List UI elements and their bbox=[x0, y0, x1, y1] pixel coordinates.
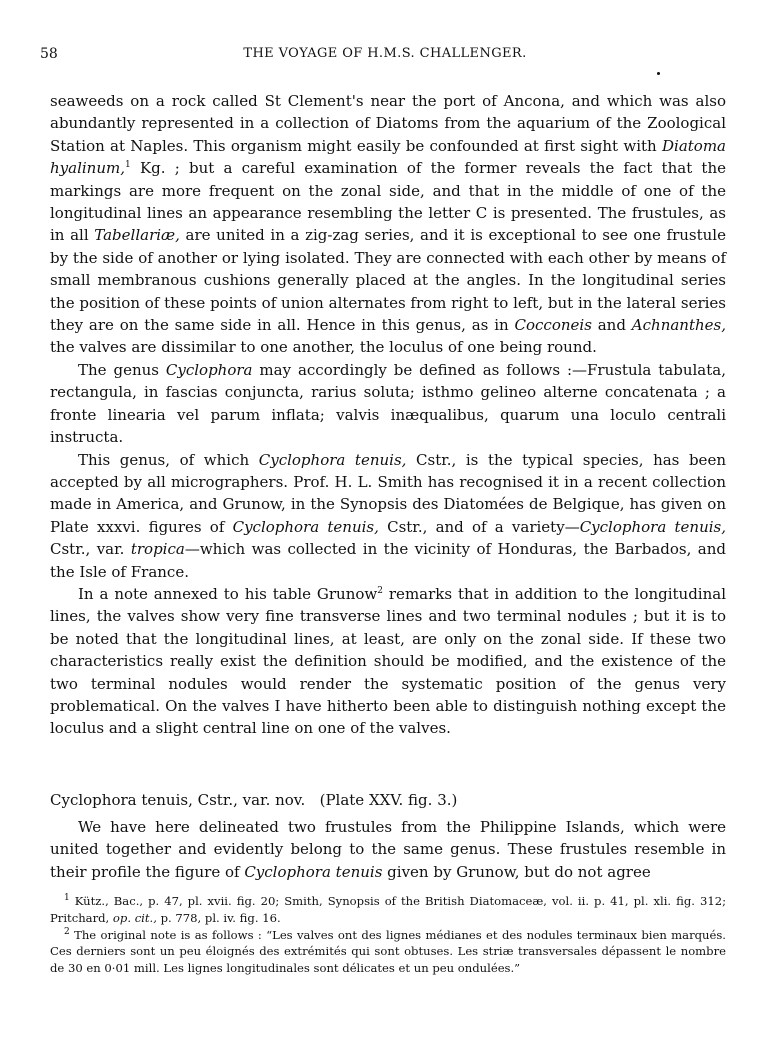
footnote-2: $^2$ The original note is as follows : “Les valves ont des lignes médianes et des nodules terminaux bien marqués. Ces derniers sont un peu éloignés des extrémités qui sont obtuses. Les striæ transversales dépassent le nombre de 30 en 0·01 mill. Les lignes longitudinales sont délicates et un peu ondulées.” bbox=[50, 926, 726, 976]
footnote-ref-1: 1 bbox=[125, 160, 131, 171]
paragraph-3: This genus, of which Cyclophora tenuis, Cstr., is the typical species, has been accepted by all micrographers. Prof. H. L. Smith has recognised it in a recent collection made in America, and Grunow, in the Synopsis des Diatomées de Belgique, has given on Plate xxxvi. figures of Cyclophora tenuis, Cstr., and of a variety—Cyclophora tenuis, Cstr., var. tropica—which was collected in the vicinity of Honduras, the Barbados, and the Isle of France. bbox=[50, 450, 726, 581]
print-speck bbox=[657, 72, 660, 75]
paragraph-1: seaweeds on a rock called St Clement's near the port of Ancona, and which was also abundantly represented in a collection of Diatoms from the aquarium of the Zoological Station at Naples. This organism might easily be confounded at first sight with Diatoma hyalinum,$^1$ Kg. ; but a careful examination of the former reveals the fact that the markings are more frequent on the zonal side, and that in the middle of one of the longitudinal lines an appearance resembling the letter C is presented. The frustules, as in all Tabellariæ, are united in a zig-zag series, and it is exceptional to see one frustule by the side of another or lying isolated. They are connected with each other by means of small membranous cushions generally placed at the angles. In the longitudinal series the position of these points of union alternates from right to left, but in the lateral series they are on the same side in all. Hence in this genus, as in Cocconeis and Achnanthes, the valves are dissimilar to one another, the loculus of one being round. bbox=[50, 92, 726, 357]
section-heading bbox=[50, 789, 726, 811]
footnote-ref-2: 2 bbox=[377, 585, 383, 596]
section-paragraph: We have here delineated two frustules from the Philippine Islands, which were united together and evidently belong to the same genus. These frustules resemble in their profile the figure of Cyclophora tenuis given by Grunow, but do not agree bbox=[50, 818, 726, 881]
page-header bbox=[40, 46, 730, 66]
page-number: 58 bbox=[40, 46, 58, 62]
running-title: THE VOYAGE OF H.M.S. CHALLENGER. bbox=[243, 46, 527, 61]
plate-reference: (Plate XXV. fig. 3.) bbox=[319, 791, 458, 809]
species-heading: Cyclophora tenuis, Cstr., var. nov. bbox=[50, 791, 306, 809]
paragraph-4: In a note annexed to his table Grunow$^2$ remarks that in addition to the longitudinal lines, the valves show very fine transverse lines and two terminal nodules ; but it is to be noted that the longitudinal lines, at least, are only on the zonal side. If these two characteristics really exist the definition should be modified, and the existence of the two terminal nodules would render the systematic position of the genus very problematical. On the valves I have hitherto been able to distinguish nothing except the loculus and a slight central line on one of the valves. bbox=[50, 584, 726, 738]
body-text bbox=[50, 90, 726, 740]
footnote-1: $^1$ Kütz., Bac., p. 47, pl. xvii. fig. 20; Smith, Synopsis of the British Diatomaceæ, vol. ii. p. 41, pl. xli. fig. 312; Pritchard, op. cit., p. 778, pl. iv. fig. 16. bbox=[50, 893, 726, 925]
footnotes bbox=[50, 893, 726, 977]
paragraph-2: The genus Cyclophora may accordingly be defined as follows :—Frustula tabulata, rectangula, in fascias conjuncta, rarius soluta; isthmo gelineo alterne concatenata ; a fronte linearia vel parum inflata; valvis inæqualibus, quarum una loculo centrali instructa. bbox=[50, 360, 726, 447]
